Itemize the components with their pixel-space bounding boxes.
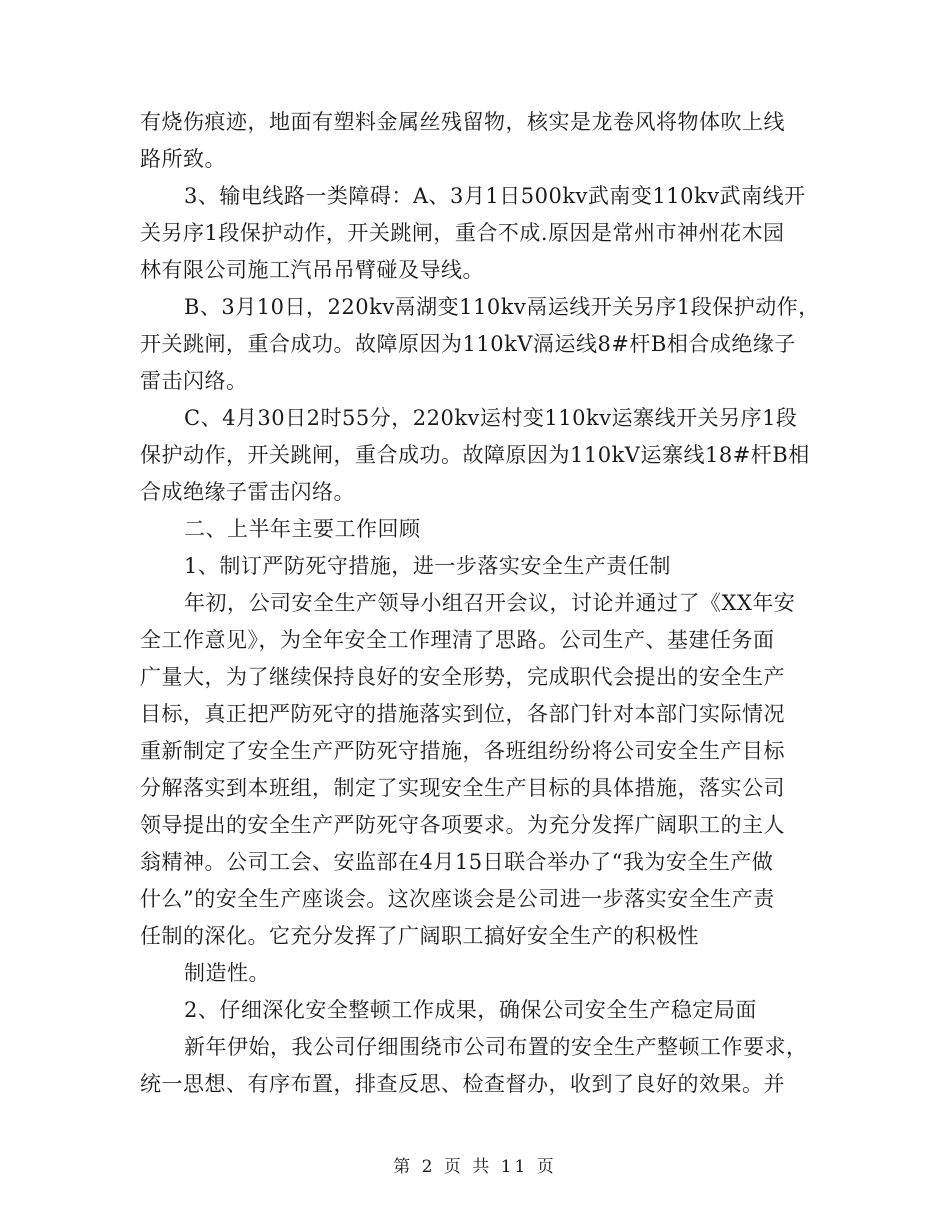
text-line: 新年伊始，我公司仔细围绕市公司布置的安全生产整顿工作要求，	[184, 1035, 808, 1059]
text-line: C、4月30日2时55分，220kv运村变110kv运寨线开关另序1段	[184, 406, 798, 430]
text-line: B、3月10日，220kv鬲湖变110kv鬲运线开关另序1段保护动作，	[184, 295, 820, 319]
text-line: 目标，真正把严防死守的措施落实到位，各部门针对本部门实际情况	[140, 702, 785, 726]
text-line: 分解落实到本班组，制定了实现安全生产目标的具体措施，落实公司	[140, 776, 785, 800]
text-line: 统一思想、有序布置，排查反思、检查督办，收到了良好的效果。并	[140, 1072, 785, 1096]
text-line: 制造性。	[184, 961, 270, 985]
text-line: 有烧伤痕迹，地面有塑料金属丝残留物，核实是龙卷风将物体吹上线	[140, 110, 785, 134]
text-line: 雷击闪络。	[140, 369, 248, 393]
text-line: 3、输电线路一类障碍：A、3月1日500kv武南变110kv武南线开	[184, 184, 806, 208]
text-line: 领导提出的安全生产严防死守各项要求。为充分发挥广阔职工的主人	[140, 813, 785, 837]
text-line: 保护动作，开关跳闸，重合成功。故障原因为110kV运寨线18#杆B相	[140, 443, 810, 467]
text-line: 什么”的安全生产座谈会。这次座谈会是公司进一步落实安全生产责	[140, 887, 775, 911]
page-footer: 第 2 页 共 11 页	[393, 1157, 557, 1177]
text-line: 任制的深化。它充分发挥了广阔职工搞好安全生产的积极性	[140, 924, 699, 948]
text-line: 重新制定了安全生产严防死守措施，各班组纷纷将公司安全生产目标	[140, 739, 785, 763]
text-line: 二、上半年主要工作回顾	[184, 517, 421, 541]
text-line: 开关跳闸，重合成功。故障原因为110kV滆运线8#杆B相合成绝缘子	[140, 332, 796, 356]
text-line: 翁精神。公司工会、安监部在4月15日联合举办了“我为安全生产做	[140, 850, 774, 874]
text-line: 广量大，为了继续保持良好的安全形势，完成职代会提出的安全生产	[140, 665, 785, 689]
text-line: 1、制订严防死守措施，进一步落实安全生产责任制	[184, 554, 671, 578]
text-line: 路所致。	[140, 147, 226, 171]
text-line: 2、仔细深化安全整顿工作成果，确保公司安全生产稳定局面	[184, 998, 757, 1022]
text-line: 全工作意见》，为全年安全工作理清了思路。公司生产、基建任务面	[140, 628, 775, 652]
text-line: 林有限公司施工汽吊吊臂碰及导线。	[140, 258, 484, 282]
text-line: 合成绝缘子雷击闪络。	[140, 480, 355, 504]
text-line: 关另序1段保护动作，开关跳闸，重合不成.原因是常州市神州花木园	[140, 221, 785, 245]
text-line: 年初，公司安全生产领导小组召开会议，讨论并通过了《XX年安	[184, 591, 796, 615]
document-body	[140, 104, 820, 1103]
